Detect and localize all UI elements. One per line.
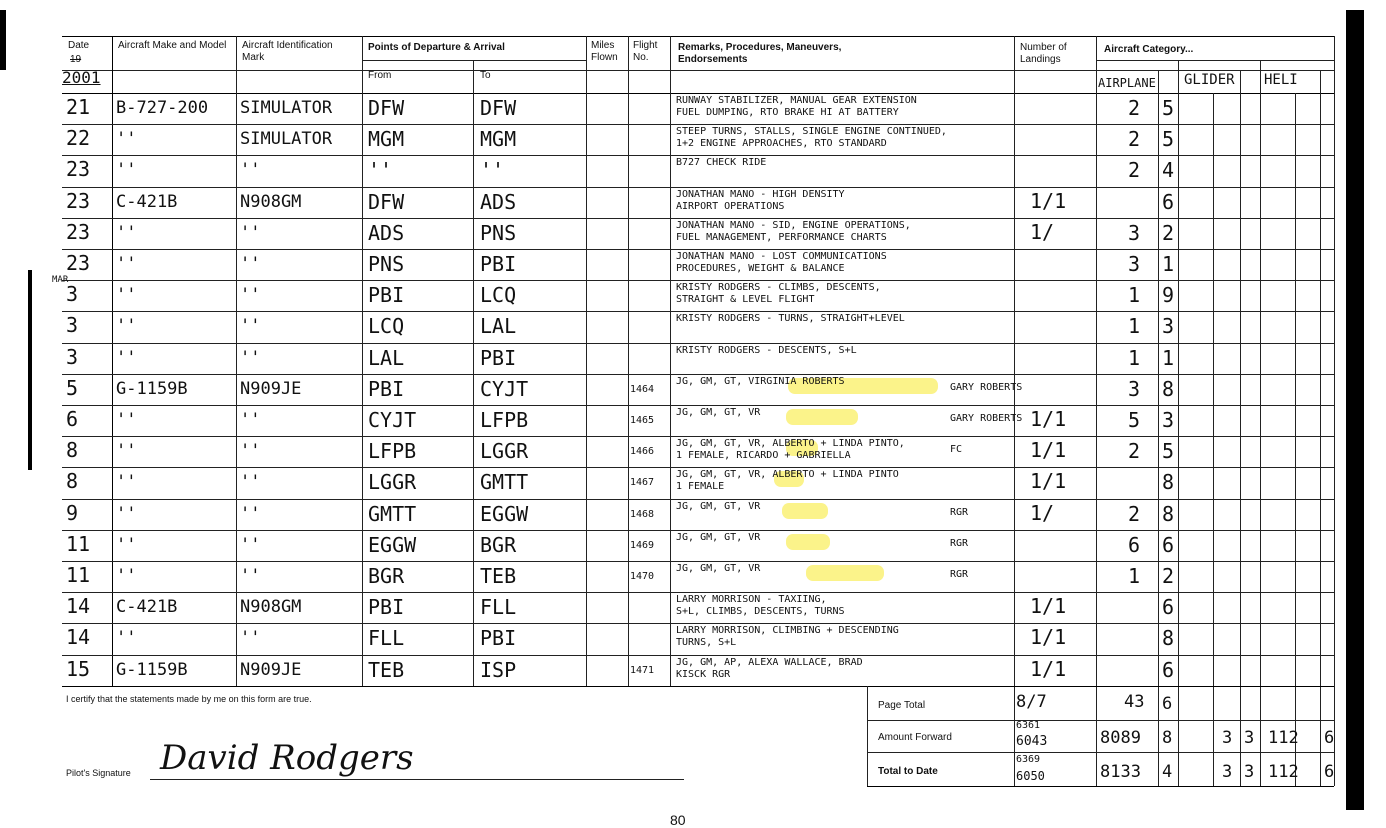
row-aircraft-id: '' bbox=[240, 348, 261, 368]
row-remarks-1: JONATHAN MANO - HIGH DENSITY bbox=[676, 189, 845, 200]
row-remarks-1: JG, GM, GT, VR bbox=[676, 407, 761, 418]
row-from: LGGR bbox=[368, 470, 417, 494]
row-airplane-hours: 2 bbox=[1128, 158, 1141, 182]
row-flight-no: 1464 bbox=[630, 384, 655, 395]
row-date: 6 bbox=[66, 407, 79, 431]
row-from: DFW bbox=[368, 190, 405, 214]
row-airplane-tenths: 6 bbox=[1162, 533, 1175, 557]
row-date: 5 bbox=[66, 376, 79, 400]
row-remarks-note: RGR bbox=[950, 569, 969, 580]
highlight-mark bbox=[786, 409, 858, 425]
header-flight-no: Flight No. bbox=[633, 40, 658, 63]
row-aircraft-model: '' bbox=[116, 223, 137, 243]
row-aircraft-model: '' bbox=[116, 504, 137, 524]
row-date: 14 bbox=[66, 594, 91, 618]
row-airplane-tenths: 1 bbox=[1162, 346, 1175, 370]
row-to: LFPB bbox=[480, 408, 529, 432]
row-aircraft-id: '' bbox=[240, 410, 261, 430]
row-date: 8 bbox=[66, 438, 79, 462]
pilot-signature: David Rodgers bbox=[160, 738, 414, 778]
row-aircraft-id: '' bbox=[240, 535, 261, 555]
row-remarks-1: JG, GM, GT, VR bbox=[676, 563, 761, 574]
row-landings: 1/1 bbox=[1030, 189, 1067, 213]
row-remarks-1: LARRY MORRISON - TAXIING, bbox=[676, 594, 827, 605]
row-landings: 1/1 bbox=[1030, 657, 1067, 681]
header-date: Date bbox=[68, 40, 90, 51]
row-from: LCQ bbox=[368, 314, 405, 338]
row-landings: 1/1 bbox=[1030, 438, 1067, 462]
row-landings: 1/1 bbox=[1030, 594, 1067, 618]
row-date: 11 bbox=[66, 532, 91, 556]
row-airplane-tenths: 4 bbox=[1162, 158, 1175, 182]
total-glider-tenths: 3 bbox=[1244, 762, 1255, 782]
row-date: 11 bbox=[66, 563, 91, 587]
row-date: 23 bbox=[66, 157, 91, 181]
header-aircraft-make-model: Aircraft Make and Model bbox=[118, 40, 227, 51]
row-to: EGGW bbox=[480, 502, 529, 526]
row-flight-no: 1469 bbox=[630, 540, 655, 551]
row-remarks-2: STRAIGHT & LEVEL FLIGHT bbox=[676, 294, 815, 305]
header-category: Aircraft Category... bbox=[1104, 44, 1194, 55]
page-total-label: Page Total bbox=[878, 700, 926, 711]
row-remarks-note: GARY ROBERTS bbox=[950, 382, 1023, 393]
row-aircraft-id: '' bbox=[240, 285, 261, 305]
page-total-air-tenths: 6 bbox=[1162, 694, 1173, 714]
header-cat-glider: GLIDER bbox=[1184, 72, 1235, 88]
row-airplane-tenths: 2 bbox=[1162, 221, 1175, 245]
row-aircraft-model: '' bbox=[116, 129, 137, 149]
row-aircraft-id: '' bbox=[240, 628, 261, 648]
row-remarks-2: PROCEDURES, WEIGHT & BALANCE bbox=[676, 263, 845, 274]
row-month: MAR bbox=[52, 275, 69, 285]
row-remarks-1: JG, GM, GT, VR bbox=[676, 532, 761, 543]
header-year-struck: 19 bbox=[70, 54, 82, 65]
row-aircraft-model: '' bbox=[116, 566, 137, 586]
row-to: PBI bbox=[480, 346, 517, 370]
row-remarks-1: JG, GM, AP, ALEXA WALLACE, BRAD bbox=[676, 657, 863, 668]
row-aircraft-id: '' bbox=[240, 254, 261, 274]
total-heli: 112 bbox=[1268, 762, 1299, 782]
highlight-mark bbox=[806, 565, 884, 581]
row-aircraft-id: N909JE bbox=[240, 379, 302, 399]
row-from: LAL bbox=[368, 346, 405, 370]
row-remarks-note: GARY ROBERTS bbox=[950, 413, 1023, 424]
row-to: CYJT bbox=[480, 377, 529, 401]
total-airplane: 8133 bbox=[1100, 762, 1141, 782]
row-date: 8 bbox=[66, 469, 79, 493]
row-to: DFW bbox=[480, 96, 517, 120]
forward-heli-tenths: 6 bbox=[1324, 728, 1335, 748]
row-date: 15 bbox=[66, 657, 91, 681]
row-remarks-1: KRISTY RODGERS - CLIMBS, DESCENTS, bbox=[676, 282, 881, 293]
row-date: 22 bbox=[66, 126, 91, 150]
page-total-landings: 8/7 bbox=[1016, 692, 1047, 712]
row-remarks-2: FUEL DUMPING, RTO BRAKE HI AT BATTERY bbox=[676, 107, 899, 118]
page-number: 80 bbox=[670, 812, 686, 828]
row-remarks-2: TURNS, S+L bbox=[676, 637, 737, 648]
header-to: To bbox=[480, 70, 491, 81]
row-aircraft-id: '' bbox=[240, 441, 261, 461]
row-airplane-tenths: 1 bbox=[1162, 252, 1175, 276]
row-remarks-2: KISCK RGR bbox=[676, 669, 731, 680]
row-from: ADS bbox=[368, 221, 405, 245]
row-airplane-tenths: 8 bbox=[1162, 377, 1175, 401]
row-from: PBI bbox=[368, 283, 405, 307]
pilot-signature-label: Pilot's Signature bbox=[66, 768, 131, 778]
row-aircraft-id: '' bbox=[240, 160, 261, 180]
row-remarks-1: STEEP TURNS, STALLS, SINGLE ENGINE CONTINUED, bbox=[676, 126, 947, 137]
row-to: LCQ bbox=[480, 283, 517, 307]
row-airplane-hours: 1 bbox=[1128, 314, 1141, 338]
scan-edge-right bbox=[1346, 10, 1364, 810]
row-to: LGGR bbox=[480, 439, 529, 463]
row-airplane-tenths: 5 bbox=[1162, 127, 1175, 151]
row-to: BGR bbox=[480, 533, 517, 557]
forward-landings-2: 6043 bbox=[1016, 734, 1048, 749]
row-remarks-1: JONATHAN MANO - SID, ENGINE OPERATIONS, bbox=[676, 220, 911, 231]
row-from: PBI bbox=[368, 377, 405, 401]
header-miles-flown: Miles Flown bbox=[591, 40, 618, 63]
row-airplane-hours: 3 bbox=[1128, 377, 1141, 401]
row-aircraft-model: '' bbox=[116, 472, 137, 492]
header-points: Points of Departure & Arrival bbox=[368, 42, 505, 53]
row-date: 3 bbox=[66, 345, 79, 369]
row-landings: 1/1 bbox=[1030, 407, 1067, 431]
highlight-mark bbox=[782, 503, 828, 519]
row-date: 9 bbox=[66, 501, 79, 525]
header-remarks: Remarks, Procedures, Maneuvers, Endorsements bbox=[678, 42, 842, 65]
row-from: DFW bbox=[368, 96, 405, 120]
row-date: 14 bbox=[66, 625, 91, 649]
row-aircraft-id: SIMULATOR bbox=[240, 129, 333, 149]
header-aircraft-id: Aircraft Identification Mark bbox=[242, 40, 333, 63]
row-aircraft-model: '' bbox=[116, 535, 137, 555]
forward-glider-tenths: 3 bbox=[1244, 728, 1255, 748]
row-date: 23 bbox=[66, 251, 91, 275]
row-aircraft-model: '' bbox=[116, 628, 137, 648]
row-remarks-2: AIRPORT OPERATIONS bbox=[676, 201, 785, 212]
row-remarks-1: KRISTY RODGERS - DESCENTS, S+L bbox=[676, 345, 857, 356]
row-remarks-1: RUNWAY STABILIZER, MANUAL GEAR EXTENSION bbox=[676, 95, 917, 106]
row-aircraft-id: '' bbox=[240, 472, 261, 492]
row-remarks-2: FUEL MANAGEMENT, PERFORMANCE CHARTS bbox=[676, 232, 887, 243]
row-date: 23 bbox=[66, 189, 91, 213]
row-airplane-hours: 2 bbox=[1128, 439, 1141, 463]
row-aircraft-id: N908GM bbox=[240, 597, 302, 617]
row-date: 23 bbox=[66, 220, 91, 244]
header-cat-heli: HELI bbox=[1264, 72, 1298, 88]
row-flight-no: 1471 bbox=[630, 665, 655, 676]
row-airplane-tenths: 2 bbox=[1162, 564, 1175, 588]
row-airplane-hours: 1 bbox=[1128, 346, 1141, 370]
row-airplane-tenths: 8 bbox=[1162, 626, 1175, 650]
row-airplane-tenths: 8 bbox=[1162, 470, 1175, 494]
row-flight-no: 1465 bbox=[630, 415, 655, 426]
row-aircraft-model: '' bbox=[116, 410, 137, 430]
row-remarks-2: 1 FEMALE bbox=[676, 481, 725, 492]
row-remarks-2: 1+2 ENGINE APPROACHES, RTO STANDARD bbox=[676, 138, 887, 149]
row-airplane-hours: 2 bbox=[1128, 502, 1141, 526]
row-date: 3 bbox=[66, 313, 79, 337]
row-aircraft-id: N908GM bbox=[240, 192, 302, 212]
row-to: ADS bbox=[480, 190, 517, 214]
row-aircraft-model: '' bbox=[116, 348, 137, 368]
row-from: LFPB bbox=[368, 439, 417, 463]
row-airplane-tenths: 3 bbox=[1162, 408, 1175, 432]
amount-forward-label: Amount Forward bbox=[878, 732, 952, 743]
row-airplane-tenths: 5 bbox=[1162, 439, 1175, 463]
row-remarks-1: JG, GM, GT, VR, ALBERTO + LINDA PINTO, bbox=[676, 438, 905, 449]
row-from: FLL bbox=[368, 626, 405, 650]
row-flight-no: 1470 bbox=[630, 571, 655, 582]
row-flight-no: 1468 bbox=[630, 509, 655, 520]
row-remarks-1: LARRY MORRISON, CLIMBING + DESCENDING bbox=[676, 625, 899, 636]
row-airplane-tenths: 9 bbox=[1162, 283, 1175, 307]
row-aircraft-id: '' bbox=[240, 566, 261, 586]
row-to: TEB bbox=[480, 564, 517, 588]
row-airplane-hours: 6 bbox=[1128, 533, 1141, 557]
row-aircraft-model: '' bbox=[116, 285, 137, 305]
total-landings-1: 6369 bbox=[1016, 754, 1041, 765]
row-airplane-hours: 2 bbox=[1128, 127, 1141, 151]
row-remarks-1: JG, GM, GT, VIRGINIA ROBERTS bbox=[676, 376, 845, 387]
row-date: 21 bbox=[66, 95, 91, 119]
row-airplane-hours: 3 bbox=[1128, 221, 1141, 245]
row-aircraft-model: '' bbox=[116, 316, 137, 336]
row-remarks-1: JONATHAN MANO - LOST COMMUNICATIONS bbox=[676, 251, 887, 262]
row-aircraft-id: N909JE bbox=[240, 660, 302, 680]
row-airplane-hours: 2 bbox=[1128, 96, 1141, 120]
row-airplane-tenths: 6 bbox=[1162, 658, 1175, 682]
page-total-air: 43 bbox=[1124, 692, 1145, 712]
total-glider: 3 bbox=[1222, 762, 1233, 782]
row-to: PBI bbox=[480, 626, 517, 650]
row-airplane-tenths: 8 bbox=[1162, 502, 1175, 526]
row-to: PNS bbox=[480, 221, 517, 245]
forward-landings-1: 6361 bbox=[1016, 720, 1041, 731]
row-landings: 1/ bbox=[1030, 501, 1055, 525]
row-to: MGM bbox=[480, 127, 517, 151]
row-remarks-note: RGR bbox=[950, 538, 969, 549]
row-aircraft-model: G-1159B bbox=[116, 660, 188, 680]
row-to: '' bbox=[480, 158, 505, 182]
forward-heli: 112 bbox=[1268, 728, 1299, 748]
row-from: BGR bbox=[368, 564, 405, 588]
row-aircraft-model: G-1159B bbox=[116, 379, 188, 399]
total-landings-2: 6050 bbox=[1016, 769, 1045, 783]
row-date: 3 bbox=[66, 282, 79, 306]
row-aircraft-model: B-727-200 bbox=[116, 98, 209, 118]
row-aircraft-id: '' bbox=[240, 223, 261, 243]
row-remarks-1: JG, GM, GT, VR, ALBERTO + LINDA PINTO bbox=[676, 469, 899, 480]
row-to: GMTT bbox=[480, 470, 529, 494]
row-from: '' bbox=[368, 158, 393, 182]
row-to: ISP bbox=[480, 658, 517, 682]
row-airplane-hours: 1 bbox=[1128, 564, 1141, 588]
row-remarks-2: S+L, CLIMBS, DESCENTS, TURNS bbox=[676, 606, 845, 617]
row-airplane-hours: 1 bbox=[1128, 283, 1141, 307]
row-to: LAL bbox=[480, 314, 517, 338]
row-from: EGGW bbox=[368, 533, 417, 557]
row-aircraft-model: C-421B bbox=[116, 597, 178, 617]
row-flight-no: 1467 bbox=[630, 477, 655, 488]
row-remarks-1: KRISTY RODGERS - TURNS, STRAIGHT+LEVEL bbox=[676, 313, 905, 324]
row-remarks-note: FC bbox=[950, 444, 963, 455]
row-from: GMTT bbox=[368, 502, 417, 526]
row-remarks-1: JG, GM, GT, VR bbox=[676, 501, 761, 512]
forward-glider: 3 bbox=[1222, 728, 1233, 748]
highlight-mark bbox=[786, 534, 830, 550]
scan-edge-left-2 bbox=[28, 270, 32, 470]
row-airplane-tenths: 6 bbox=[1162, 190, 1175, 214]
forward-airplane: 8089 bbox=[1100, 728, 1141, 748]
header-landings: Number of Landings bbox=[1020, 42, 1067, 65]
row-from: PNS bbox=[368, 252, 405, 276]
row-aircraft-id: '' bbox=[240, 504, 261, 524]
row-from: CYJT bbox=[368, 408, 417, 432]
scan-edge-left bbox=[0, 10, 6, 70]
row-landings: 1/1 bbox=[1030, 469, 1067, 493]
row-airplane-tenths: 6 bbox=[1162, 595, 1175, 619]
row-airplane-tenths: 3 bbox=[1162, 314, 1175, 338]
row-aircraft-model: '' bbox=[116, 160, 137, 180]
row-remarks-1: B727 CHECK RIDE bbox=[676, 157, 767, 168]
row-airplane-tenths: 5 bbox=[1162, 96, 1175, 120]
header-year-written: 2001 bbox=[62, 68, 101, 87]
row-aircraft-model: '' bbox=[116, 441, 137, 461]
row-from: TEB bbox=[368, 658, 405, 682]
row-aircraft-id: SIMULATOR bbox=[240, 98, 333, 118]
forward-airplane-tenths: 8 bbox=[1162, 728, 1173, 748]
total-to-date-label: Total to Date bbox=[878, 766, 938, 777]
total-heli-tenths: 6 bbox=[1324, 762, 1335, 782]
row-aircraft-id: '' bbox=[240, 316, 261, 336]
row-from: PBI bbox=[368, 595, 405, 619]
header-cat-airplane: AIRPLANE bbox=[1098, 76, 1156, 90]
row-airplane-hours: 5 bbox=[1128, 408, 1141, 432]
row-airplane-hours: 3 bbox=[1128, 252, 1141, 276]
row-remarks-note: RGR bbox=[950, 507, 969, 518]
row-to: FLL bbox=[480, 595, 517, 619]
row-remarks-2: 1 FEMALE, RICARDO + GABRIELLA bbox=[676, 450, 851, 461]
row-aircraft-model: '' bbox=[116, 254, 137, 274]
total-airplane-tenths: 4 bbox=[1162, 762, 1173, 782]
row-aircraft-model: C-421B bbox=[116, 192, 178, 212]
row-landings: 1/ bbox=[1030, 220, 1055, 244]
row-flight-no: 1466 bbox=[630, 446, 655, 457]
row-from: MGM bbox=[368, 127, 405, 151]
row-landings: 1/1 bbox=[1030, 625, 1067, 649]
certify-statement: I certify that the statements made by me on this form are true. bbox=[66, 694, 312, 704]
row-to: PBI bbox=[480, 252, 517, 276]
header-from: From bbox=[368, 70, 392, 81]
